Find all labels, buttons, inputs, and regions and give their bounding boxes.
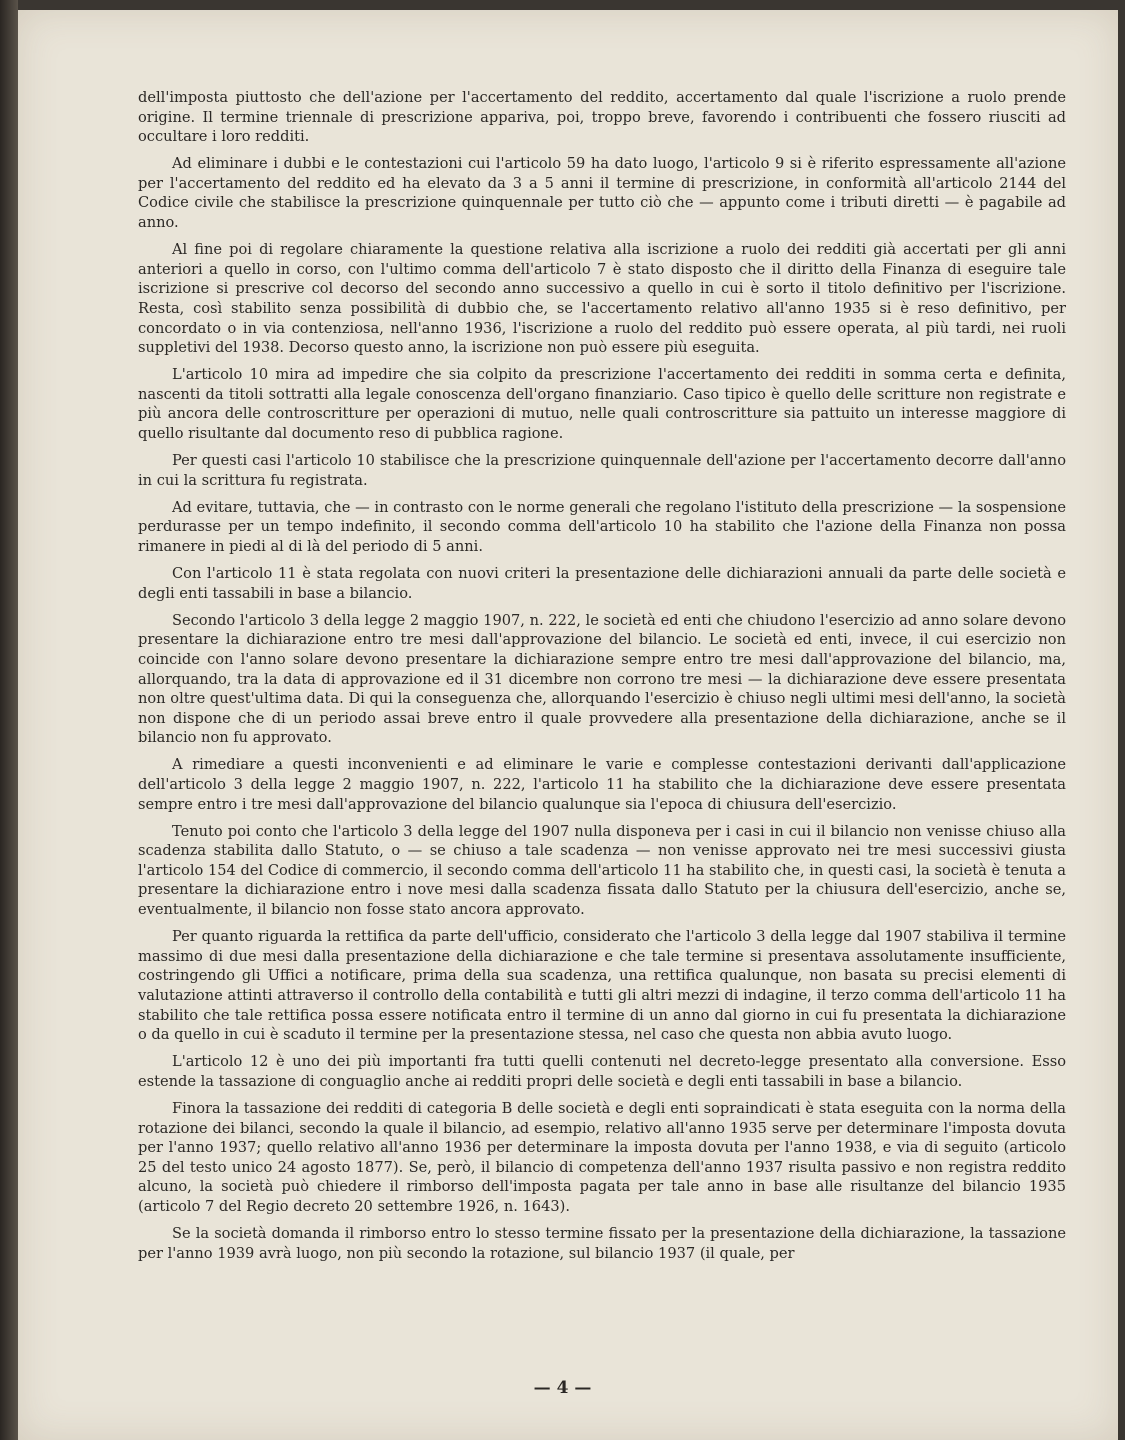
page-number: — 4 —	[533, 1378, 592, 1398]
paragraph: L'articolo 12 è uno dei più importanti fra tutti quelli contenuti nel decreto-legge presentato alla conversione. Esso estende la tassazione di conguaglio anche ai redditi propri delle società e degli enti tassabili in base a bilancio.	[138, 1053, 1066, 1090]
paragraph: Tenuto poi conto che l'articolo 3 della legge del 1907 nulla disponeva per i casi in cui il bilancio non venisse chiuso alla scadenza stabilita dallo Statuto, o — se chiuso a tale scadenza — non venisse approvato nei tre mesi successivi giusta l'articolo 154 del Codice di commercio, il secondo comma dell'articolo 11 ha stabilito che, in questi casi, la società è tenuta a presentare la dichiarazione entro i nove mesi dalla scadenza fissata dallo Statuto per la chiusura dell'esercizio, anche se, eventualmente, il bilancio non fosse stato ancora approvato.	[138, 822, 1066, 919]
paragraph: Per quanto riguarda la rettifica da parte dell'ufficio, considerato che l'articolo 3 della legge dal 1907 stabiliva il termine massimo di due mesi dalla presentazione della dichiarazione e che tale termine si presentava assolutamente insufficiente, costringendo gli Uffici a notificare, prima della sua scadenza, una rettifica qualunque, non basata su precisi elementi di valutazione attinti attraverso il controllo della contabilità e tutti gli altri mezzi di indagine, il terzo comma dell'articolo 11 ha stabilito che tale rettifica possa essere notificata entro il termine di un anno dal giorno in cui fu presentata la dichiarazione o da quello in cui è scaduto il termine per la presentazione stessa, nel caso che questa non abbia avuto luogo.	[138, 928, 1066, 1044]
document-page	[18, 10, 1118, 1440]
paragraph: Con l'articolo 11 è stata regolata con nuovi criteri la presentazione delle dichiarazioni annuali da parte delle società e degli enti tassabili in base a bilancio.	[138, 565, 1066, 602]
paragraph: Al fine poi di regolare chiaramente la questione relativa alla iscrizione a ruolo dei redditi già accertati per gli anni anteriori a quello in corso, con l'ultimo comma dell'articolo 7 è stato disposto che il diritto della Finanza di eseguire tale iscrizione si prescrive col decorso del secondo anno successivo a quello in cui è sorto il titolo definitivo per l'iscrizione. Resta, così stabilito senza possibilità di dubbio che, se l'accertamento relativo all'anno 1935 si è reso definitivo, per concordato o in via contenziosa, nell'anno 1936, l'iscrizione a ruolo del reddito può essere operata, al più tardi, nei ruoli suppletivi del 1938. Decorso questo anno, la iscrizione non può essere più eseguita.	[138, 241, 1066, 357]
body-text	[138, 88, 1066, 1271]
paragraph: Ad evitare, tuttavia, che — in contrasto con le norme generali che regolano l'istituto della prescrizione — la sospensione perdurasse per un tempo indefinito, il secondo comma dell'articolo 10 ha stabilito che l'azione della Finanza non possa rimanere in piedi al di là del periodo di 5 anni.	[138, 498, 1066, 555]
paragraph: Finora la tassazione dei redditi di categoria B delle società e degli enti sopraindicati è stata eseguita con la norma della rotazione dei bilanci, secondo la quale il bilancio, ad esempio, relativo all'anno 1935 serve per determinare l'imposta dovuta per l'anno 1937; quello relativo all'anno 1936 per determinare la imposta dovuta per l'anno 1938, e via di seguito (articolo 25 del testo unico 24 agosto 1877). Se, però, il bilancio di competenza dell'anno 1937 risulta passivo e non registra reddito alcuno, la società può chiedere il rimborso dell'imposta pagata per tale anno in base alle risultanze del bilancio 1935 (articolo 7 del Regio decreto 20 settembre 1926, n. 1643).	[138, 1099, 1066, 1215]
paragraph: Se la società domanda il rimborso entro lo stesso termine fissato per la presentazione della dichiarazione, la tassazione per l'anno 1939 avrà luogo, non più secondo la rotazione, sul bilancio 1937 (il quale, per	[138, 1224, 1066, 1262]
paragraph: Secondo l'articolo 3 della legge 2 maggio 1907, n. 222, le società ed enti che chiudono l'esercizio ad anno solare devono presentare la dichiarazione entro tre mesi dall'approvazione del bilancio. Le società ed enti, invece, il cui esercizio non coincide con l'anno solare devono presentare la dichiarazione sempre entro tre mesi dall'approvazione del bilancio, ma, allorquando, tra la data di approvazione ed il 31 dicembre non corrono tre mesi — la dichiarazione deve essere presentata non oltre quest'ultima data. Di qui la conseguenza che, allorquando l'esercizio è chiuso negli ultimi mesi dell'anno, la società non dispone che di un periodo assai breve entro il quale provvedere alla presentazione della dichiarazione, anche se il bilancio non fu approvato.	[138, 611, 1066, 747]
paragraph: A rimediare a questi inconvenienti e ad eliminare le varie e complesse contestazioni derivanti dall'applicazione dell'articolo 3 della legge 2 maggio 1907, n. 222, l'articolo 11 ha stabilito che la dichiarazione deve essere presentata sempre entro i tre mesi dall'approvazione del bilancio qualunque sia l'epoca di chiusura dell'esercizio.	[138, 756, 1066, 813]
paragraph: Ad eliminare i dubbi e le contestazioni cui l'articolo 59 ha dato luogo, l'articolo 9 si è riferito espressamente all'azione per l'accertamento del reddito ed ha elevato da 3 a 5 anni il termine di prescrizione, in conformità all'articolo 2144 del Codice civile che stabilisce la prescrizione quinquennale per tutto ciò che — appunto come i tributi diretti — è pagabile ad anno.	[138, 155, 1066, 232]
paragraph: Per questi casi l'articolo 10 stabilisce che la prescrizione quinquennale dell'azione per l'accertamento decorre dall'anno in cui la scrittura fu registrata.	[138, 452, 1066, 489]
book-binding-edge	[0, 0, 18, 1440]
paragraph: L'articolo 10 mira ad impedire che sia colpito da prescrizione l'accertamento dei redditi in somma certa e definita, nascenti da titoli sottratti alla legale conoscenza dell'organo finanziario. Caso tipico è quello delle scritture non registrate e più ancora delle controscritture per operazioni di mutuo, nelle quali controscritture sia pattuito un interesse maggiore di quello risultante dal documento reso di pubblica ragione.	[138, 366, 1066, 442]
paragraph: dell'imposta piuttosto che dell'azione per l'accertamento del reddito, accertamento dal quale l'iscrizione a ruolo prende origine. Il termine triennale di prescrizione appariva, poi, troppo breve, favorendo i contribuenti che fossero riusciti ad occultare i loro redditi.	[138, 89, 1066, 146]
